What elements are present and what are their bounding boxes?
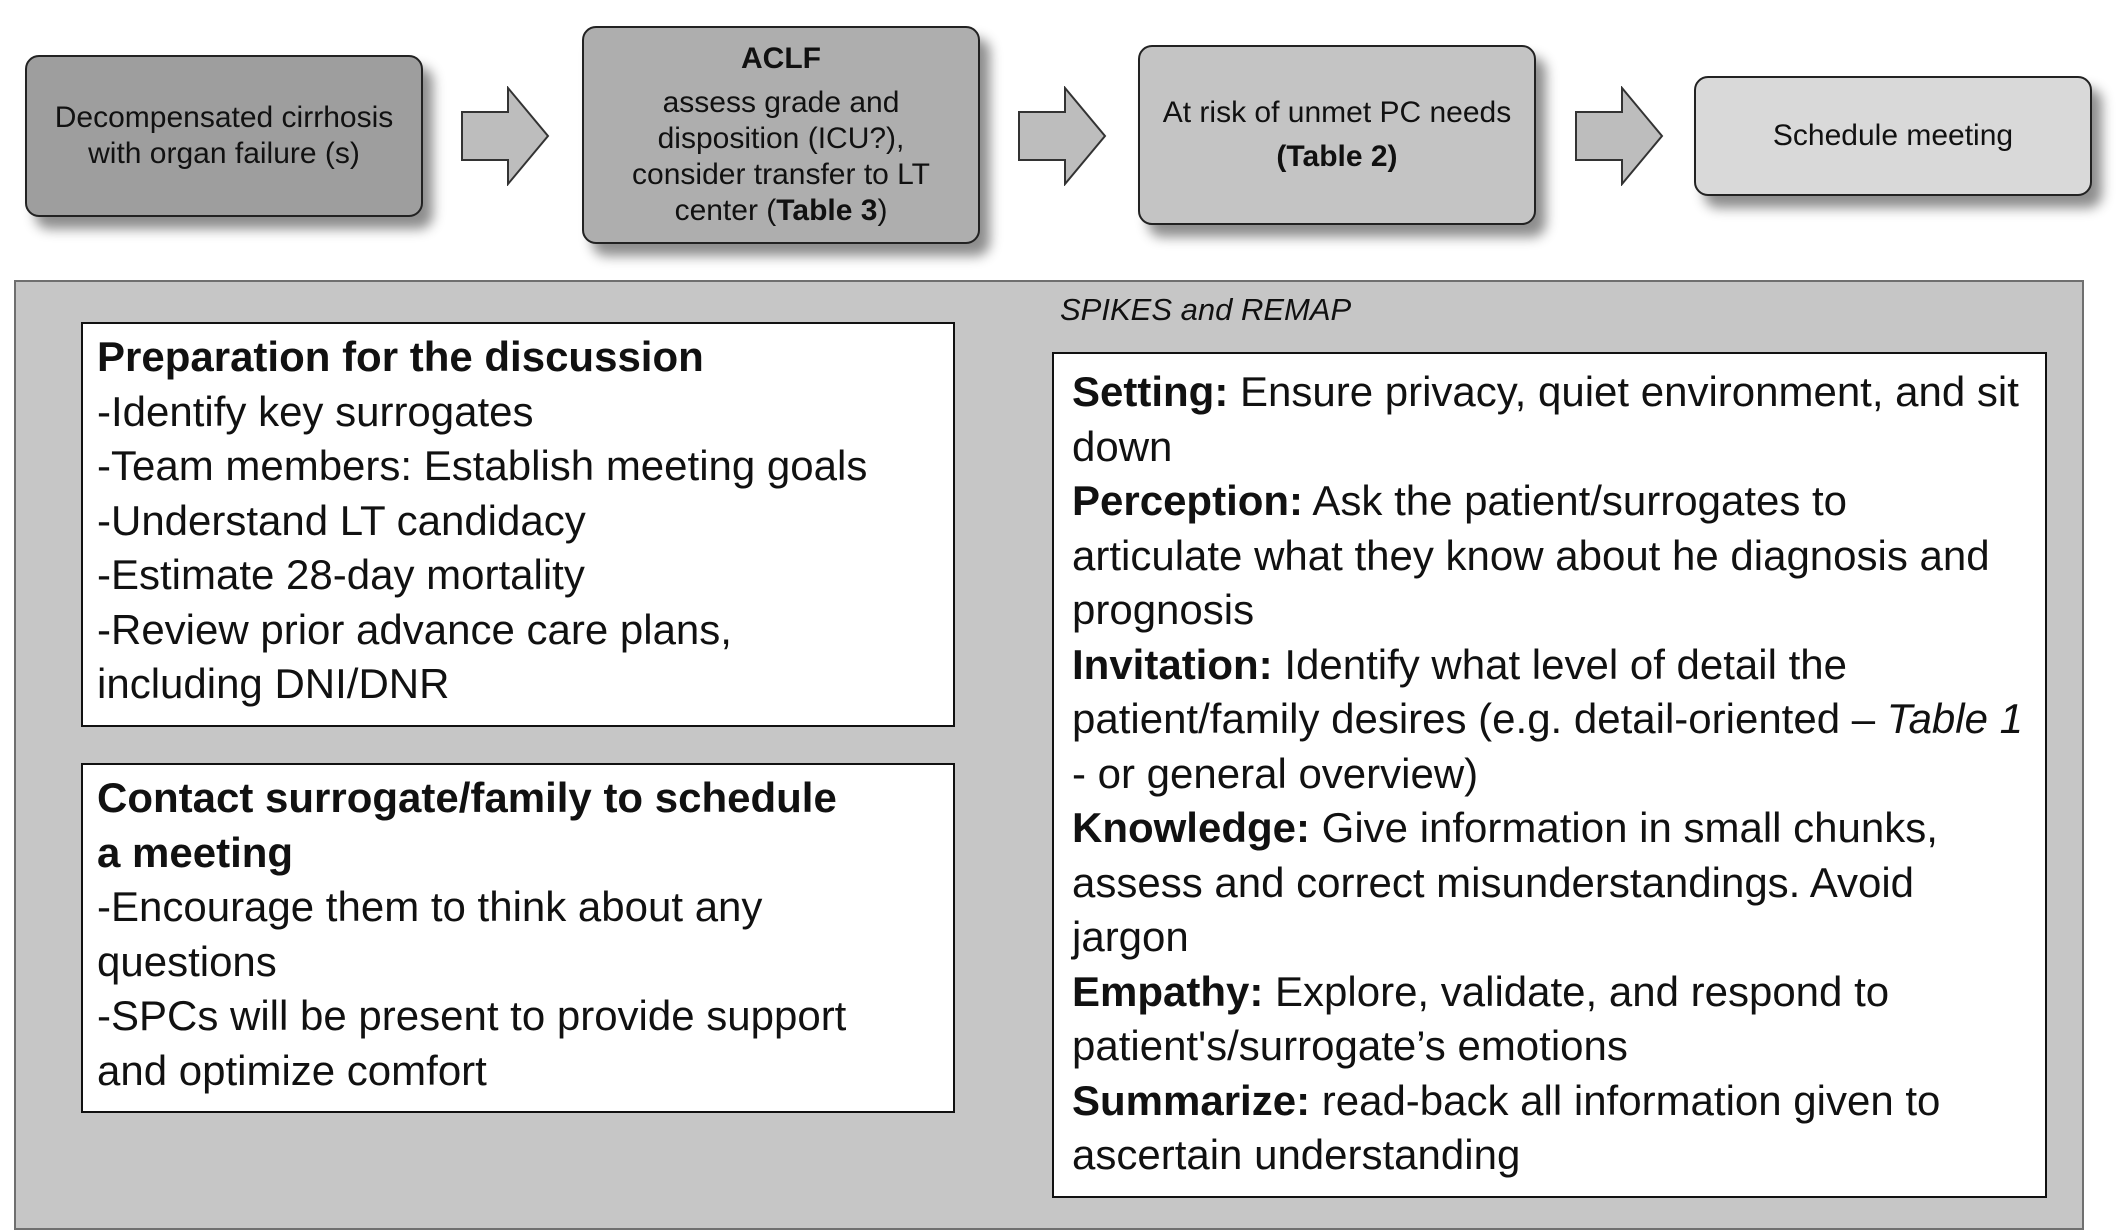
contact-line: and optimize comfort <box>97 1046 487 1094</box>
flow-step-unmet-pc-needs <box>1138 45 1536 225</box>
contact-line: -Encourage them to think about any <box>97 883 763 930</box>
flow-step-2-title: ACLF <box>741 42 821 75</box>
spikes-perception <box>1072 474 2027 638</box>
flow-step-2-body <box>598 85 964 229</box>
preparation-line: -Estimate 28-day mortality <box>97 551 585 598</box>
spikes-empathy <box>1072 965 2027 1074</box>
flow-step-4-text: Schedule meeting <box>1772 119 2014 152</box>
contact-card <box>81 763 955 1113</box>
spikes-text: Ask the patient/surrogates to articulate what they know about he diagnosis and prognosis <box>1072 477 1990 633</box>
spikes-summarize <box>1072 1074 2027 1183</box>
preparation-line: -Understand LT candidacy <box>97 496 586 544</box>
flow-step-schedule-meeting <box>1694 76 2092 196</box>
spikes-text: Give information in small chunks, assess and correct misunderstandings. Avoid jargon <box>1072 804 1938 960</box>
contact-line: -SPCs will be present to provide support <box>97 992 847 1039</box>
preparation-heading: Preparation for the discussion <box>97 333 704 380</box>
spikes-term: Summarize: <box>1072 1076 1311 1124</box>
contact-line: questions <box>97 937 277 985</box>
spikes-table-ref: Table 1 <box>1886 695 2023 742</box>
flow-step-2-close: ) <box>877 194 888 227</box>
spikes-card <box>1052 352 2047 1198</box>
arrow-right-icon <box>1017 86 1107 186</box>
flow-step-decompensated-cirrhosis <box>25 55 423 217</box>
arrow-right-icon <box>1574 86 1664 186</box>
panel-caption: SPIKES and REMAP <box>1060 292 1352 327</box>
flow-step-3-ref: (Table 2) <box>1276 140 1398 173</box>
preparation-line: -Identify key surrogates <box>97 387 534 435</box>
spikes-term: Perception: <box>1072 477 1304 524</box>
spikes-term: Empathy: <box>1072 967 1264 1015</box>
arrow-right-icon <box>460 86 550 186</box>
preparation-line: -Review prior advance care plans, <box>97 605 732 653</box>
flow-step-3-text: At risk of unmet PC needs <box>1162 96 1512 129</box>
spikes-term: Knowledge: <box>1072 804 1310 851</box>
flow-step-2-ref: Table 3 <box>776 194 878 227</box>
spikes-text: - or general overview) <box>1072 749 1479 797</box>
spikes-knowledge <box>1072 801 2027 965</box>
contact-heading-line: a meeting <box>97 828 294 876</box>
contact-heading-line: Contact surrogate/family to schedule <box>97 774 837 821</box>
spikes-text: Identify what level of detail the patient/family desires (e.g. detail-oriented – <box>1072 640 1887 742</box>
flow-step-aclf <box>582 26 980 244</box>
spikes-term: Invitation: <box>1072 640 1273 688</box>
spikes-text: read-back all information given to ascertain understanding <box>1072 1076 1941 1178</box>
preparation-card <box>81 322 955 727</box>
flow-step-1-text: Decompensated cirrhosis with organ failure (s) <box>54 101 394 170</box>
spikes-text: Ensure privacy, quiet environment, and sit down <box>1072 368 2019 470</box>
spikes-invitation <box>1072 638 2027 802</box>
spikes-setting <box>1072 365 2027 474</box>
preparation-line: including DNI/DNR <box>97 660 450 707</box>
flow-step-2-text: assess grade and disposition (ICU?), consider transfer to LT center ( <box>632 86 930 227</box>
spikes-text: Explore, validate, and respond to patient's/surrogate’s emotions <box>1072 967 1890 1069</box>
preparation-line: -Team members: Establish meeting goals <box>97 442 868 489</box>
spikes-term: Setting: <box>1072 368 1229 415</box>
